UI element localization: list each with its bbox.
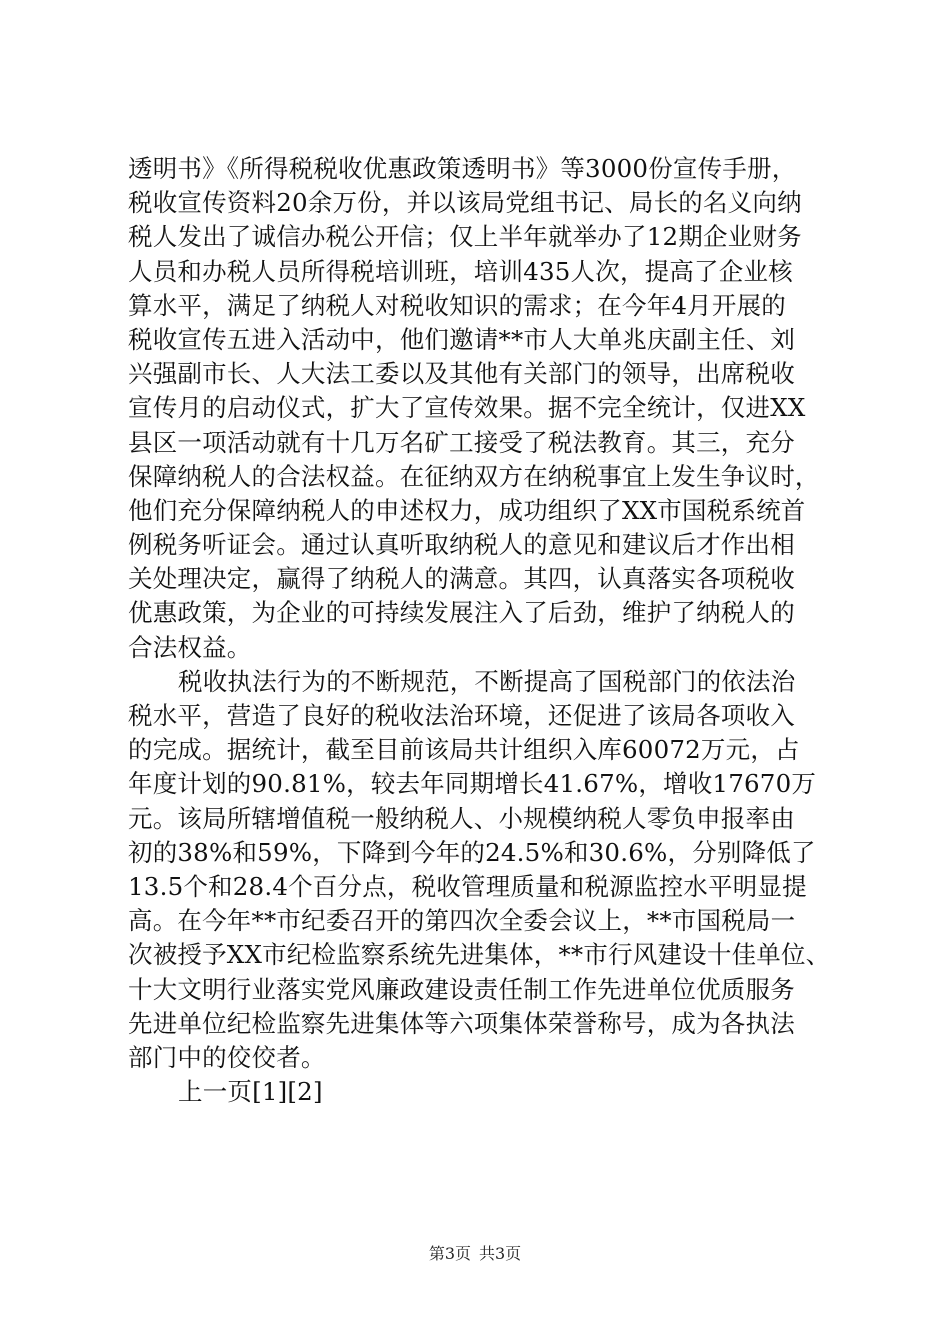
text-line: 关处理决定，赢得了纳税人的满意。其四，认真落实各项税收 [128, 564, 795, 594]
text-line: 十大文明行业落实党风廉政建设责任制工作先进单位优质服务 [128, 974, 795, 1004]
text-line: 13.5个和28.4个百分点，税收管理质量和税源监控水平明显提 [128, 871, 807, 901]
text-line: 税水平，营造了良好的税收法治环境，还促进了该局各项收入 [128, 701, 795, 730]
text-line: 优惠政策，为企业的可持续发展注入了后劲，维护了纳税人的 [128, 598, 795, 628]
text-line: 例税务听证会。通过认真听取纳税人的意见和建议后才作出相 [128, 530, 795, 560]
document-body [128, 152, 831, 1109]
text-line: 上一页[1][2] [178, 1077, 323, 1107]
page-number-total: 共3页 [479, 1244, 522, 1263]
text-line: 元。该局所辖增值税一般纳税人、小规模纳税人零负申报率由 [128, 803, 795, 833]
text-line: 年度计划的90.81%，较去年同期增长41.67%，增收17670万 [128, 769, 817, 799]
text-line: 合法权益。 [128, 632, 252, 662]
text-line: 部门中的佼佼者。 [128, 1042, 326, 1072]
text-line: 兴强副市长、人大法工委以及其他有关部门的领导，出席税收 [128, 359, 795, 389]
text-line: 人员和办税人员所得税培训班，培训435人次，提高了企业核 [128, 256, 793, 286]
text-line: 县区一项活动就有十几万名矿工接受了税法教育。其三，充分 [128, 427, 795, 457]
text-line: 次被授予XX市纪检监察系统先进集体，**市行风建设十佳单位、 [128, 940, 831, 970]
text-line: 税收宣传资料20余万份，并以该局党组书记、局长的名义向纳 [128, 188, 802, 218]
page-footer [0, 1244, 950, 1264]
text-line: 税收宣传五进入活动中，他们邀请**市人大单兆庆副主任、刘 [128, 324, 796, 354]
text-line: 的完成。据统计，截至目前该局共计组织入库60072万元，占 [128, 735, 800, 765]
text-line: 算水平，满足了纳税人对税收知识的需求；在今年4月开展的 [128, 290, 786, 320]
text-line: 宣传月的启动仪式，扩大了宣传效果。据不完全统计，仅进XX [128, 393, 806, 423]
text-line: 初的38%和59%，下降到今年的24.5%和30.6%，分别降低了 [128, 837, 816, 867]
text-line: 税人发出了诚信办税公开信；仅上半年就举办了12期企业财务 [128, 222, 802, 252]
text-line: 先进单位纪检监察先进集体等六项集体荣誉称号，成为各执法 [128, 1008, 795, 1038]
text-line: 透明书》《所得税税收优惠政策透明书》等3000份宣传手册， [128, 154, 797, 183]
text-line: 保障纳税人的合法权益。在征纳双方在纳税事宜上发生争议时， [128, 461, 820, 491]
page-number-current: 第3页 [428, 1244, 471, 1263]
text-line: 高。在今年**市纪委召开的第四次全委会议上，**市国税局一 [128, 906, 796, 936]
text-line: 他们充分保障纳税人的申述权力，成功组织了XX市国税系统首 [128, 495, 806, 525]
text-line: 税收执法行为的不断规范，不断提高了国税部门的依法治 [178, 666, 796, 696]
